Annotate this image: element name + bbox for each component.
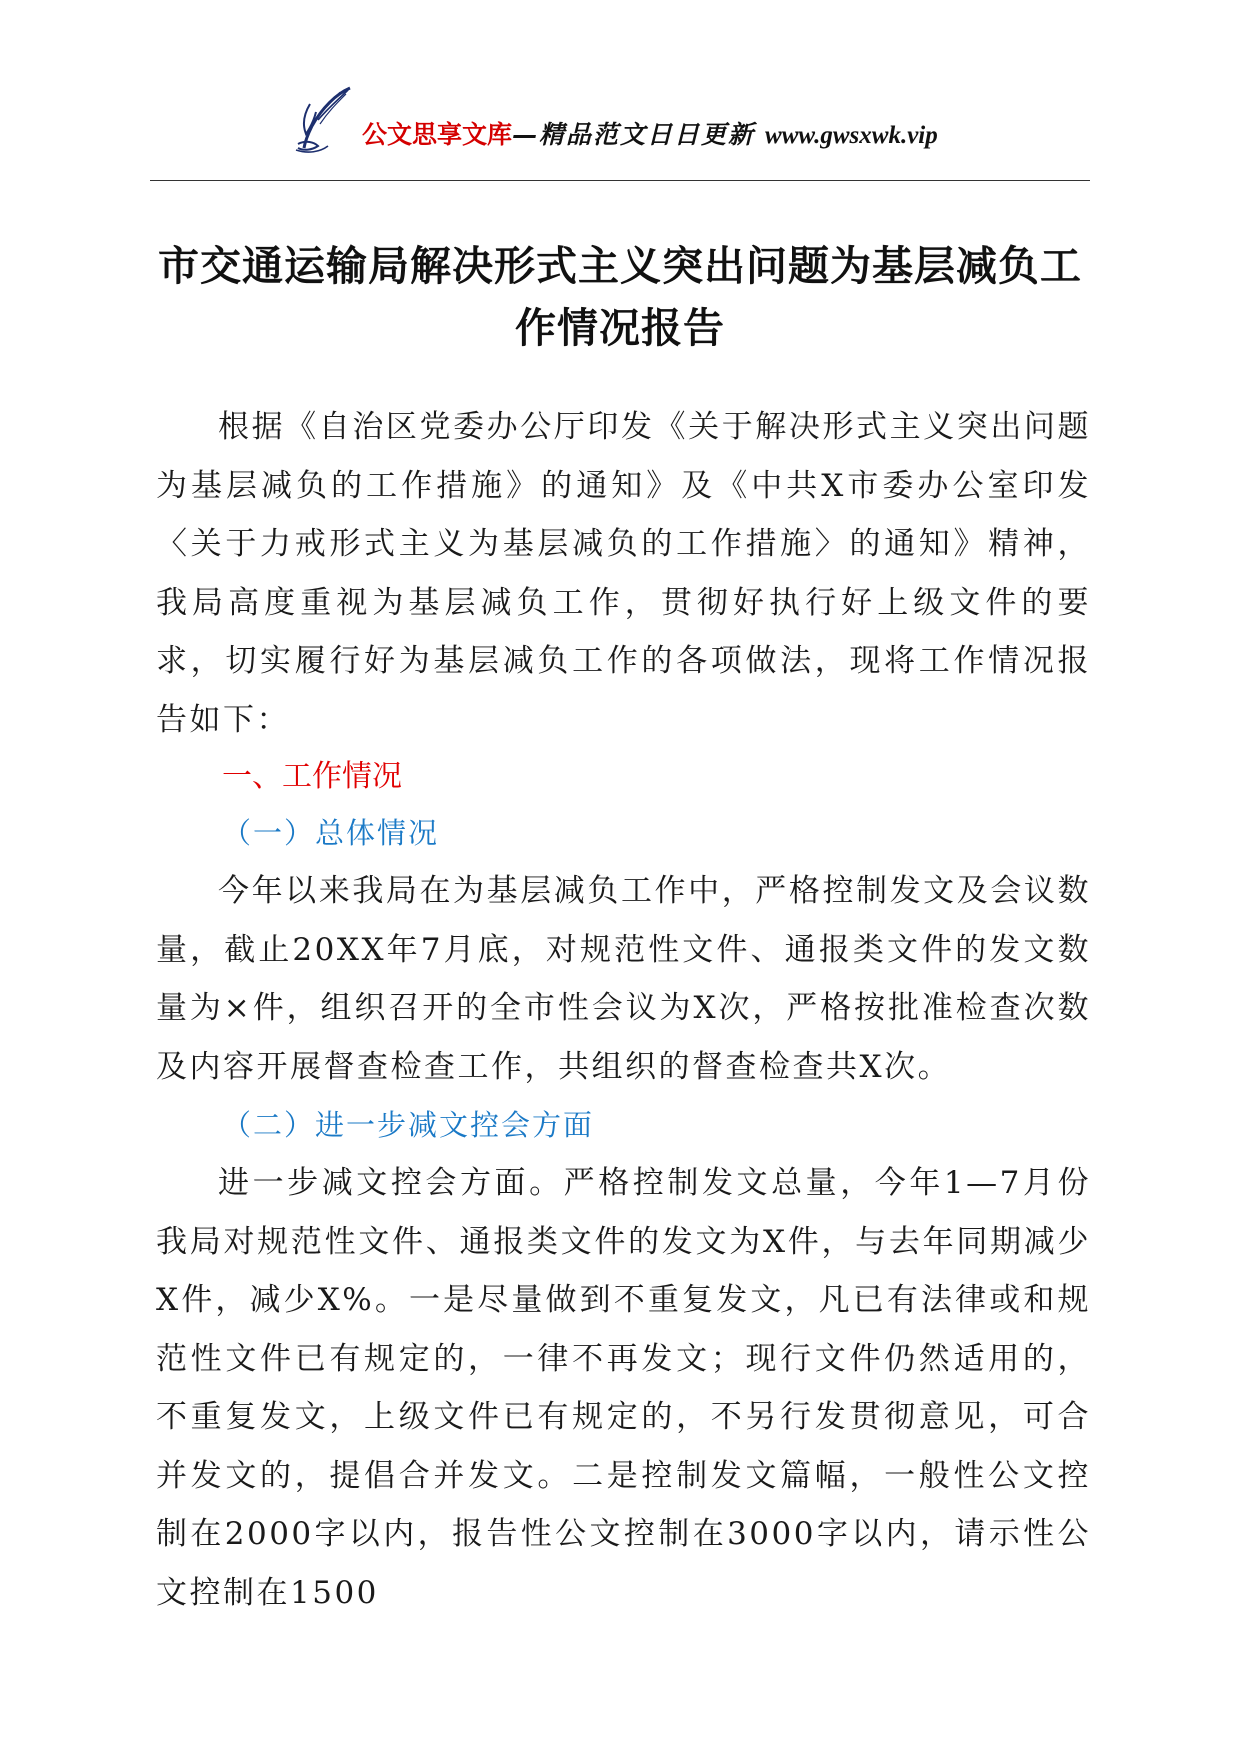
subsection-heading-2: （二）进一步减文控会方面 xyxy=(222,1108,595,1142)
subsection-2-paragraph: 进一步减文控会方面。严格控制发文总量，今年1—7月份我局对规范性文件、通报类文件的发文为X件，与去年同期减少X件，减少X%。一是尽量做到不重复发文，凡已有法律或和规范性文件已有规定的，一律不再发文；现行文件仍然适用的，不重复发文，上级文件已有规定的，不另行发贯彻意见，可合并发文的，提倡合并发文。二是控制发文篇幅，一般性公文控制在2000字以内，报告性公文控制在3000字以内，请示性公文控制在1500 xyxy=(156,1165,1091,1611)
page-header xyxy=(150,98,1090,178)
header-text xyxy=(362,120,938,151)
header-divider xyxy=(150,180,1090,181)
brand-name: 公文思享文库 xyxy=(362,120,513,149)
quill-pen-logo-icon xyxy=(292,84,358,156)
slogan: —精品范文日日更新 xyxy=(512,120,756,149)
site-url: www.gwsxwk.vip xyxy=(765,122,938,149)
document-title: 市交通运输局解决形式主义突出问题为基层减负工作情况报告 xyxy=(158,242,1082,352)
subsection-1-paragraph: 今年以来我局在为基层减负工作中，严格控制发文及会议数量，截止20XX年7月底，对规范性文件、通报类文件的发文数量为×件，组织召开的全市性会议为X次，严格按批准检查次数及内容开展督查检查工作，共组织的督查检查共X次。 xyxy=(156,873,1091,1085)
subsection-heading-1: （一）总体情况 xyxy=(222,816,440,850)
document-body xyxy=(156,398,1091,1622)
intro-paragraph: 根据《自治区党委办公厅印发《关于解决形式主义突出问题为基层减负的工作措施》的通知》及《中共X市委办公室印发〈关于力戒形式主义为基层减负的工作措施〉的通知》精神，我局高度重视为基层减负工作，贯彻好执行好上级文件的要求，切实履行好为基层减负工作的各项做法，现将工作情况报告如下： xyxy=(156,409,1091,738)
section-heading-1: 一、工作情况 xyxy=(222,759,402,794)
